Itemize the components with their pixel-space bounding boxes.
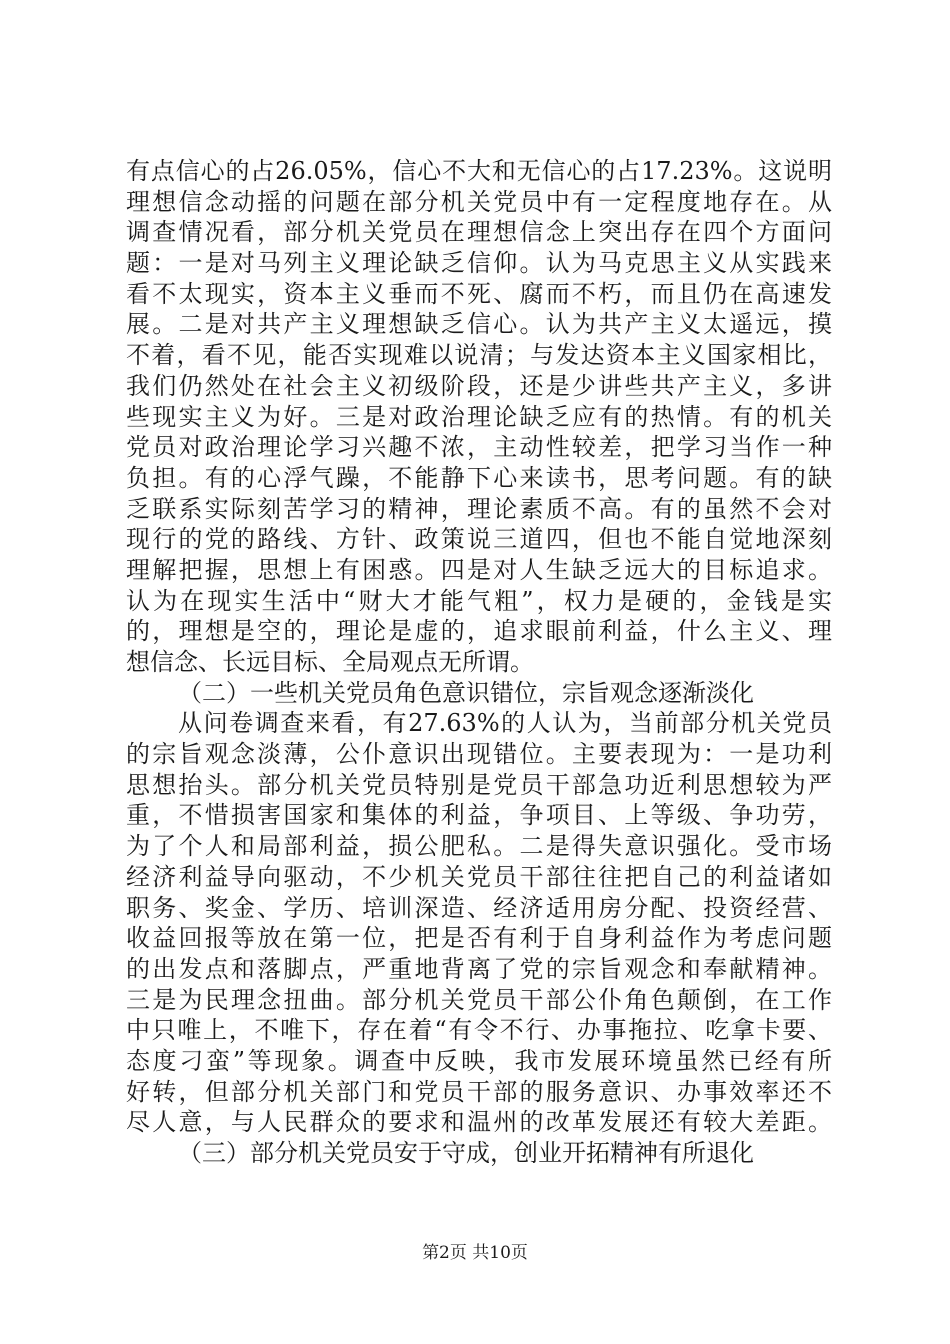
paragraph-line: 现行的党的路线、方针、政策说三道四，但也不能自觉地深刻: [126, 525, 832, 554]
paragraph-line: 的，理想是空的，理论是虚的，追求眼前利益，什么主义、理: [126, 617, 832, 646]
paragraph-line: 好转，但部分机关部门和党员干部的服务意识、办事效率还不: [126, 1077, 832, 1106]
paragraph-line: 职务、奖金、学历、培训深造、经济适用房分配、投资经营、: [126, 893, 832, 922]
paragraph-line: 从问卷调查来看，有27.63%的人认为，当前部分机关党员: [178, 709, 832, 738]
paragraph-line: 调查情况看，部分机关党员在理想信念上突出存在四个方面问: [126, 218, 832, 247]
section-heading-line: （二）一些机关党员角色意识错位，宗旨观念逐渐淡化: [178, 678, 754, 707]
paragraph-line: 为了个人和局部利益，损公肥私。二是得失意识强化。受市场: [126, 832, 832, 861]
paragraph-line: 理想信念动摇的问题在部分机关党员中有一定程度地存在。从: [126, 187, 832, 216]
paragraph-line: 的出发点和落脚点，严重地背离了党的宗旨观念和奉献精神。: [126, 954, 832, 983]
paragraph-line: 些现实主义为好。三是对政治理论缺乏应有的热情。有的机关: [126, 402, 832, 431]
paragraph-line: 党员对政治理论学习兴趣不浓，主动性较差，把学习当作一种: [126, 433, 832, 462]
section-heading-line: （三）部分机关党员安于守成，创业开拓精神有所退化: [178, 1139, 754, 1167]
paragraph-line: 思想抬头。部分机关党员特别是党员干部急功近利思想较为严: [126, 770, 832, 799]
paragraph-line: 经济利益导向驱动，不少机关党员干部往往把自己的利益诸如: [126, 862, 832, 891]
paragraph-line: 中只唯上，不唯下，存在着“有令不行、办事拖拉、吃拿卡要、: [126, 1016, 832, 1045]
paragraph-line: 尽人意，与人民群众的要求和温州的改革发展还有较大差距。: [126, 1108, 832, 1137]
paragraph-line: 展。二是对共产主义理想缺乏信心。认为共产主义太遥远，摸: [126, 310, 832, 339]
paragraph-line: 乏联系实际刻苦学习的精神，理论素质不高。有的虽然不会对: [126, 494, 832, 523]
paragraph-line: 的宗旨观念淡薄，公仆意识出现错位。主要表现为：一是功利: [126, 740, 832, 769]
paragraph-line: 三是为民理念扭曲。部分机关党员干部公仆角色颠倒，在工作: [126, 985, 832, 1014]
paragraph-line: 负担。有的心浮气躁，不能静下心来读书，思考问题。有的缺: [126, 463, 832, 492]
paragraph-line: 重，不惜损害国家和集体的利益，争项目、上等级、争功劳，: [126, 801, 832, 830]
paragraph-line: 想信念、长远目标、全局观点无所谓。: [126, 648, 534, 676]
page-number-footer: 第2页 共10页: [422, 1243, 528, 1263]
paragraph-line: 题：一是对马列主义理论缺乏信仰。认为马克思主义从实践来: [126, 249, 832, 278]
document-body: [126, 156, 832, 1169]
paragraph-line: 认为在现实生活中“财大才能气粗”，权力是硬的，金钱是实: [126, 586, 832, 615]
paragraph-line: 不着，看不见，能否实现难以说清；与发达资本主义国家相比，: [126, 341, 832, 370]
paragraph-line: 收益回报等放在第一位，把是否有利于自身利益作为考虑问题: [126, 924, 832, 953]
paragraph-line: 有点信心的占26.05%，信心不大和无信心的占17.23%。这说明: [126, 157, 832, 185]
paragraph-line: 理解把握，思想上有困惑。四是对人生缺乏远大的目标追求。: [126, 555, 832, 584]
paragraph-line: 我们仍然处在社会主义初级阶段，还是少讲些共产主义，多讲: [126, 371, 832, 400]
paragraph-line: 看不太现实，资本主义垂而不死、腐而不朽，而且仍在高速发: [126, 279, 832, 308]
paragraph-line: 态度刁蛮”等现象。调查中反映，我市发展环境虽然已经有所: [126, 1046, 832, 1075]
